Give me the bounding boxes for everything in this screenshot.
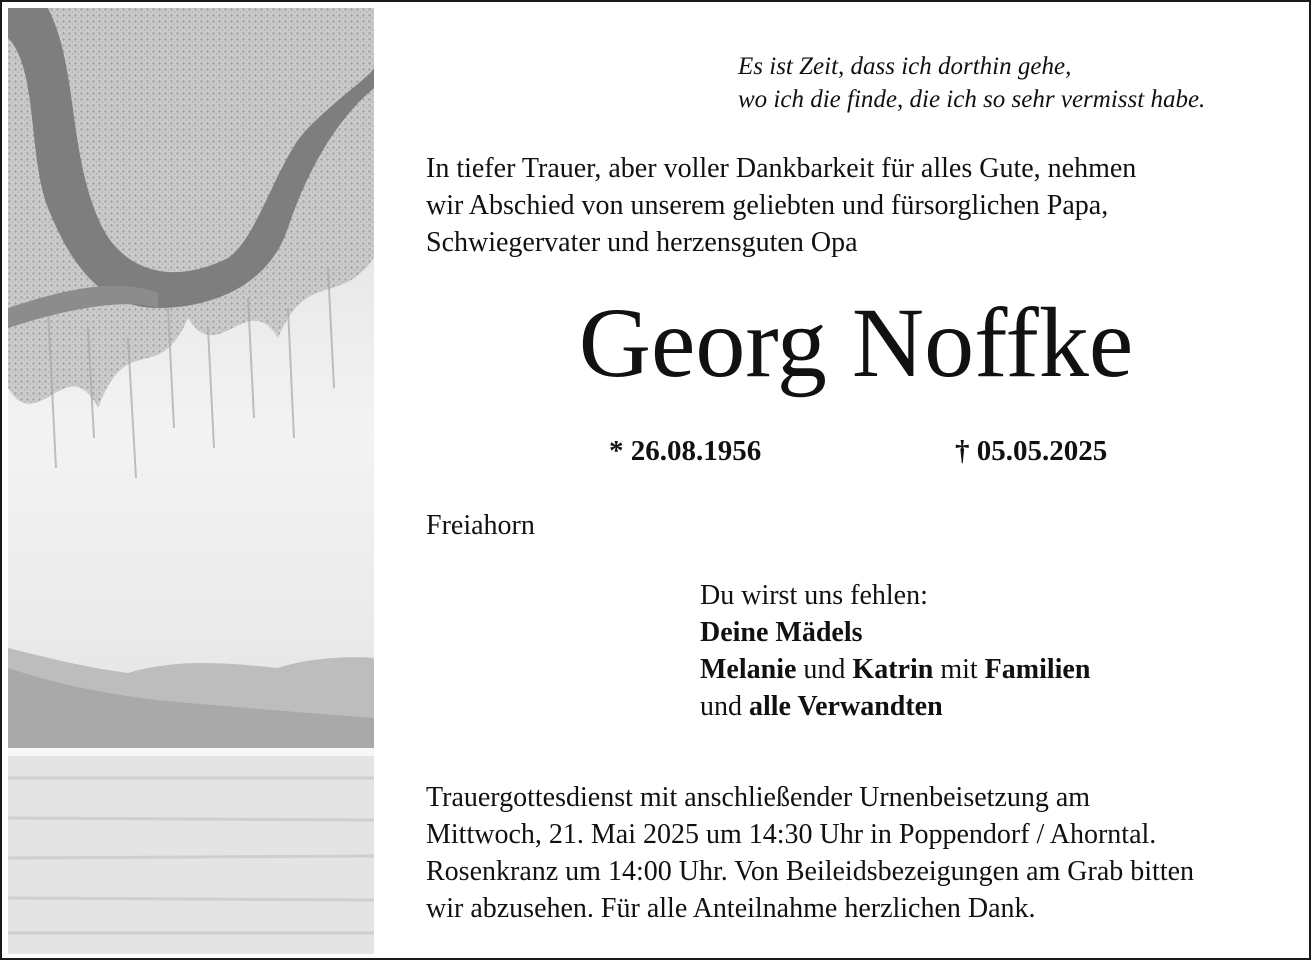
tree-lake-photo: [8, 8, 374, 954]
family-signature: [700, 577, 1090, 725]
intro-line-1: In tiefer Trauer, aber voller Dankbarkeit für alles Gute, nehmen: [426, 153, 1137, 184]
service-line-3: Rosenkranz um 14:00 Uhr. Von Beileidsbezeigungen am Grab bitten: [426, 856, 1195, 887]
intro-line-2: wir Abschied von unserem geliebten und fürsorglichen Papa,: [426, 190, 1109, 221]
name-katrin: Katrin: [852, 654, 934, 685]
service-line-2: Mittwoch, 21. Mai 2025 um 14:30 Uhr in Poppendorf / Ahorntal.: [426, 819, 1157, 850]
intro-line-3: Schwiegervater und herzensguten Opa: [426, 227, 858, 258]
connector-und-2: und: [700, 691, 749, 722]
deceased-name: Georg Noffke: [578, 287, 1134, 398]
intro-text: [426, 150, 1286, 261]
families-label: Familien: [984, 654, 1091, 685]
service-line-4: wir abzusehen. Für alle Anteilnahme herzlichen Dank.: [426, 893, 1036, 924]
birth-date: * 26.08.1956: [609, 435, 762, 467]
connector-und: und: [796, 654, 853, 685]
relatives-label: alle Verwandten: [749, 691, 943, 722]
service-line-1: Trauergottesdienst mit anschließender Urnenbeisetzung am: [426, 782, 1091, 813]
family-line-2: [700, 651, 1090, 688]
motto-line-1: Es ist Zeit, dass ich dorthin gehe,: [738, 53, 1072, 80]
service-info: [426, 779, 1296, 927]
motto-line-2: wo ich die finde, die ich so sehr vermisst habe.: [738, 86, 1206, 113]
family-line-1-text: Deine Mädels: [700, 617, 863, 648]
tree-lake-illustration: [8, 8, 374, 954]
name-melanie: Melanie: [700, 654, 797, 685]
motto-quote: [738, 50, 1205, 116]
connector-mit: mit: [933, 654, 985, 685]
death-date: † 05.05.2025: [955, 435, 1108, 467]
family-intro: Du wirst uns fehlen:: [700, 580, 928, 611]
family-line-1: [700, 614, 1090, 651]
family-line-3: [700, 688, 1090, 725]
place-name: Freiahorn: [426, 510, 535, 541]
